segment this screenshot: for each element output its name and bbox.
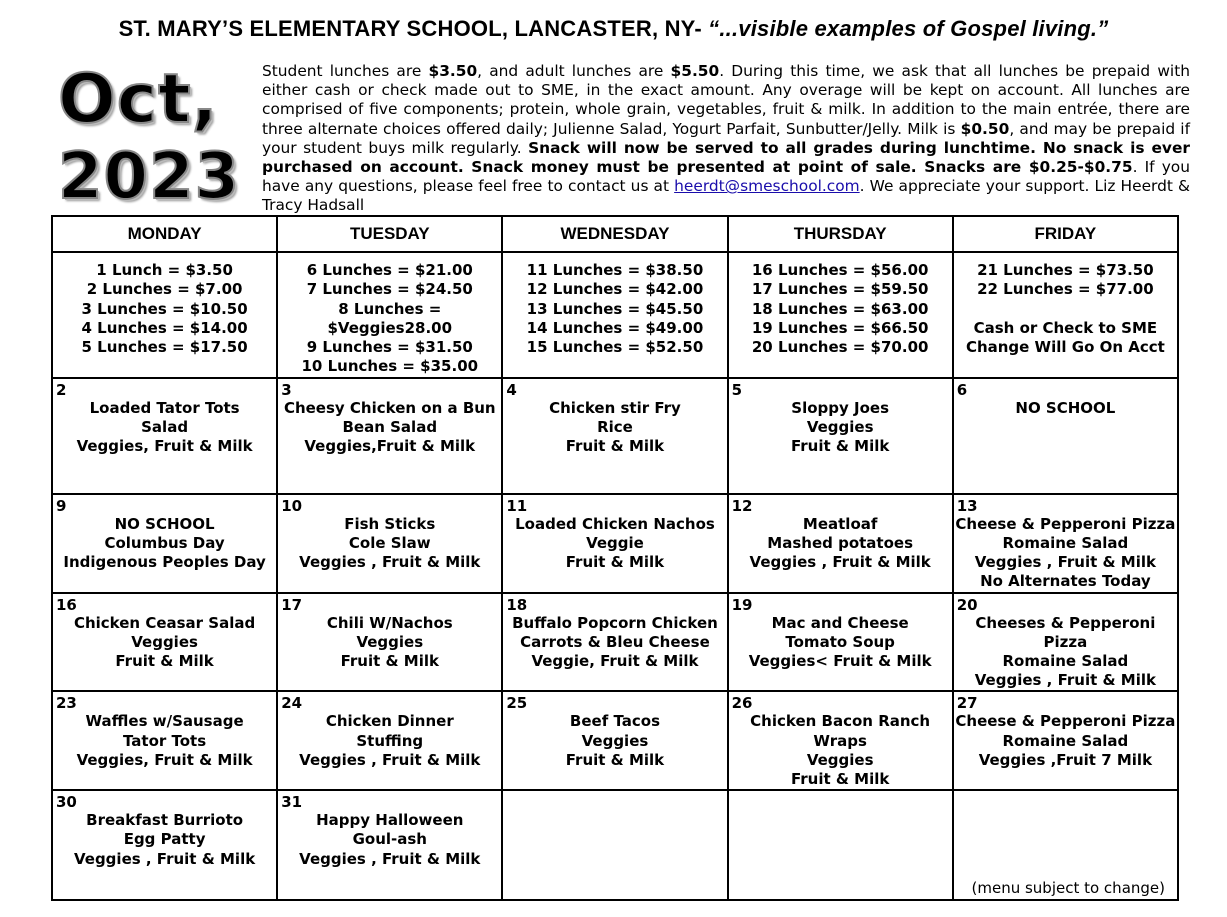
day-cell (277, 378, 502, 494)
menu-line: Veggies< Fruit & Milk (748, 652, 932, 670)
menu-items (278, 495, 501, 573)
menu-line: Columbus Day (104, 533, 225, 552)
menu-items (954, 379, 1177, 418)
week-row (52, 494, 1178, 593)
menu-line: Mac and Cheese (771, 613, 909, 632)
menu-line: Buffalo Popcorn Chicken (512, 613, 718, 632)
day-cell (953, 593, 1178, 692)
snack-notice: Snack will now be served to all grades during lunchtime. No snack is ever purchased on account. Snack money must be presented at point of sale. Snacks are $0.25-$0.75 (262, 138, 1190, 177)
menu-line: Veggies , Fruit & Milk (974, 553, 1156, 572)
week-row (52, 691, 1178, 790)
day-number: 30 (56, 793, 77, 812)
menu-line: Egg Patty (123, 830, 206, 849)
menu-line: Happy Halloween (316, 811, 464, 830)
intro-text: . We appreciate your support. Liz Heerdt & Tracy Hadsall (262, 177, 1190, 215)
menu-line: Loaded Tator Tots (89, 398, 240, 417)
intro-text: Student lunches are (262, 62, 429, 80)
price-line: 7 Lunches = $24.50 (306, 280, 473, 299)
price-line: 22 Lunches = $77.00 (977, 280, 1154, 299)
day-cell (728, 494, 953, 593)
year-heading: 2023 (58, 140, 241, 214)
menu-line: Veggies, Fruit & Milk (76, 437, 253, 456)
menu-line: Veggies (806, 750, 874, 769)
menu-line: Veggies (806, 417, 874, 436)
menu-line: Fruit & Milk (790, 437, 890, 456)
price-cell (953, 252, 1178, 378)
school-name: ST. MARY’S ELEMENTARY SCHOOL, LANCASTER, NY- (118, 16, 709, 41)
price-line: 10 Lunches = $35.00 (301, 357, 479, 376)
intro-text: , and adult lunches are (477, 62, 671, 80)
menu-items (503, 379, 726, 457)
price-cell (728, 252, 953, 378)
price-line (954, 300, 1177, 319)
day-number: 26 (731, 694, 753, 713)
menu-items (503, 791, 726, 811)
menu-line: Fish Sticks (344, 514, 436, 533)
menu-line: Veggies , Fruit & Milk (974, 671, 1156, 690)
weekday-header: WEDNESDAY (502, 216, 727, 252)
price-line: 18 Lunches = $63.00 (751, 299, 929, 318)
menu-items (729, 692, 952, 789)
price-line: Change Will Go On Acct (965, 338, 1165, 357)
menu-items (954, 495, 1177, 592)
menu-items (53, 692, 276, 770)
menu-line: Fruit & Milk (340, 652, 439, 670)
menu-line: Veggie, Fruit & Milk (531, 652, 699, 670)
day-cell (502, 494, 727, 593)
menu-items (53, 791, 276, 869)
menu-line: NO SCHOOL (1015, 398, 1116, 417)
menu-items (954, 791, 1177, 811)
contact-email-link[interactable]: heerdt@smeschool.com (674, 177, 860, 196)
day-cell (502, 593, 727, 692)
adult-price: $5.50 (670, 62, 720, 80)
menu-line: Salad (141, 417, 189, 436)
price-line: 15 Lunches = $52.50 (526, 338, 704, 357)
day-number: 27 (956, 694, 978, 713)
day-cell (728, 691, 953, 790)
day-cell (277, 790, 502, 900)
day-number: 10 (281, 496, 303, 515)
price-line: 12 Lunches = $42.00 (526, 280, 704, 299)
menu-line: Veggies , Fruit & Milk (749, 553, 931, 572)
weekday-header: TUESDAY (277, 216, 502, 252)
milk-price: $0.50 (960, 119, 1010, 138)
day-cell (502, 790, 727, 900)
menu-line: Veggies (581, 731, 649, 750)
menu-items (729, 495, 952, 573)
price-line: 4 Lunches = $14.00 (81, 318, 248, 337)
price-cell (502, 252, 727, 378)
menu-items (503, 594, 726, 672)
menu-items (53, 594, 276, 672)
day-number: 4 (506, 380, 517, 399)
weekday-header-row (52, 216, 1178, 252)
menu-line: Rice (597, 417, 633, 436)
menu-line: Veggies (131, 632, 198, 651)
menu-line: Veggies , Fruit & Milk (299, 750, 481, 769)
menu-line: No Alternates Today (980, 572, 1151, 591)
menu-line: Goul-ash (352, 830, 427, 849)
menu-line: NO SCHOOL (114, 514, 215, 533)
menu-items (729, 594, 952, 672)
menu-line: Veggies, Fruit & Milk (76, 750, 253, 769)
menu-line: Veggies , Fruit & Milk (299, 553, 481, 572)
price-line: 11 Lunches = $38.50 (526, 261, 704, 279)
menu-items (278, 692, 501, 770)
menu-line: Beef Tacos (569, 712, 660, 731)
day-cell (277, 691, 502, 790)
menu-line: Romaine Salad (1002, 533, 1129, 552)
price-row (52, 252, 1178, 378)
price-line: 8 Lunches = $Veggies28.00 (327, 299, 453, 337)
weekday-header: MONDAY (52, 216, 277, 252)
menu-line: Bean Salad (342, 417, 438, 436)
menu-items (729, 379, 952, 457)
day-number: 9 (56, 496, 67, 515)
menu-items (503, 692, 726, 770)
menu-line: Veggie (586, 533, 644, 552)
menu-line: Fruit & Milk (565, 553, 665, 572)
menu-line: Fruit & Milk (565, 750, 665, 769)
price-cell (52, 252, 277, 378)
menu-line: Sloppy Joes (791, 398, 890, 417)
menu-line: Breakfast Burrioto (86, 811, 244, 830)
week-row (52, 790, 1178, 900)
menu-items (278, 379, 501, 457)
menu-items (954, 594, 1177, 691)
menu-line: Stuffing (356, 731, 424, 750)
day-number: 5 (731, 380, 742, 399)
menu-line: Veggies , Fruit & Milk (73, 849, 256, 868)
intro-text: , and may be prepaid if your student buys milk regularly. (262, 119, 1190, 157)
menu-line: Carrots & Bleu Cheese (520, 632, 710, 651)
weekday-header: FRIDAY (953, 216, 1178, 252)
day-number: 20 (956, 595, 978, 614)
price-line: 20 Lunches = $70.00 (751, 338, 929, 357)
price-line: 5 Lunches = $17.50 (81, 338, 248, 357)
price-line: 9 Lunches = $31.50 (306, 338, 473, 357)
day-cell (502, 378, 727, 494)
menu-line: Cheese & Pepperoni Pizza (955, 514, 1176, 533)
menu-line: Indigenous Peoples Day (63, 553, 266, 572)
menu-line: Cheesy Chicken on a Bun (283, 398, 496, 417)
week-row (52, 378, 1178, 494)
day-number: 25 (506, 694, 528, 713)
menu-line: Loaded Chicken Nachos (515, 514, 715, 533)
menu-line: Chicken Ceasar Salad (73, 613, 256, 632)
menu-items (954, 692, 1177, 770)
price-line: Cash or Check to SME (973, 318, 1158, 337)
day-cell (52, 494, 277, 593)
day-cell (728, 790, 953, 900)
menu-line: Romaine Salad (1002, 731, 1129, 750)
day-number: 3 (281, 380, 292, 399)
price-line: 2 Lunches = $7.00 (86, 280, 243, 299)
month-heading: Oct, (58, 60, 219, 139)
menu-line: Tomato Soup (785, 632, 895, 651)
price-line: 14 Lunches = $49.00 (526, 318, 704, 337)
menu-line: Chicken stir Fry (549, 398, 681, 417)
day-number: 6 (956, 380, 968, 399)
menu-line: Cole Slaw (348, 533, 431, 552)
day-cell (277, 494, 502, 593)
day-number: 12 (731, 496, 753, 515)
price-line: 3 Lunches = $10.50 (81, 299, 248, 318)
day-cell (953, 494, 1178, 593)
menu-line: Romaine Salad (1002, 652, 1129, 670)
intro-paragraph (262, 62, 1190, 216)
day-number: 16 (56, 595, 77, 614)
weekday-header: THURSDAY (728, 216, 953, 252)
menu-line: Meatloaf (802, 514, 878, 533)
menu-line: Veggies,Fruit & Milk (304, 437, 476, 456)
price-line: 21 Lunches = $73.50 (977, 261, 1154, 279)
menu-items (278, 791, 501, 869)
day-cell (953, 378, 1178, 494)
day-number: 13 (956, 496, 978, 515)
menu-line: Cheese & Pepperoni Pizza (955, 712, 1176, 731)
price-line: 13 Lunches = $45.50 (526, 299, 704, 318)
day-cell (728, 593, 953, 692)
day-number: 11 (506, 496, 528, 515)
price-line: 16 Lunches = $56.00 (751, 261, 929, 279)
price-line: 17 Lunches = $59.50 (751, 280, 929, 299)
menu-line: Cheeses & Pepperoni Pizza (975, 613, 1156, 651)
intro-text: . If you have any questions, please feel free to contact us at (262, 158, 1190, 196)
menu-line: Mashed potatoes (767, 533, 913, 552)
day-cell (502, 691, 727, 790)
day-number: 17 (281, 595, 303, 614)
menu-line: Chicken Dinner (325, 712, 454, 731)
menu-line: Tator Tots (123, 731, 207, 750)
price-line: 19 Lunches = $66.50 (751, 318, 929, 337)
menu-change-note: (menu subject to change) (971, 879, 1165, 898)
menu-line: Veggies , Fruit & Milk (299, 849, 481, 868)
menu-line: Fruit & Milk (115, 652, 214, 670)
menu-line: Veggies ,Fruit 7 Milk (978, 750, 1153, 769)
menu-line: Fruit & Milk (565, 437, 665, 456)
day-cell (953, 790, 1178, 900)
day-cell (52, 378, 277, 494)
menu-items (53, 379, 276, 457)
student-price: $3.50 (428, 62, 478, 80)
day-cell (52, 790, 277, 900)
day-number: 23 (56, 694, 77, 713)
day-number: 19 (731, 595, 753, 614)
school-motto: “...visible examples of Gospel living.” (708, 16, 1109, 41)
day-cell (953, 691, 1178, 790)
price-cell (277, 252, 502, 378)
day-cell (728, 378, 953, 494)
day-cell (52, 593, 277, 692)
intro-text: . During this time, we ask that all lunches be prepaid with either cash or check made out to SME, in the exact amount. Any overage will be kept on account. All lunches are comprised of five components; protein, whole grain, vegetables, fruit & milk. In addition to the main entrée, there are three alternate choices offered daily; Julienne Salad, Yogurt Parfait, Sunbutter/Jelly. Milk is (262, 62, 1191, 138)
menu-items (53, 495, 276, 573)
day-cell (52, 691, 277, 790)
day-number: 24 (281, 694, 303, 713)
menu-items (729, 791, 952, 811)
week-row (52, 593, 1178, 692)
menu-line: Waffles w/Sausage (85, 712, 244, 731)
menu-line: Fruit & Milk (790, 770, 890, 789)
lunch-calendar (51, 215, 1179, 901)
menu-items (278, 594, 501, 672)
price-line: 6 Lunches = $21.00 (306, 261, 473, 279)
price-line: 1 Lunch = $3.50 (96, 261, 233, 279)
menu-items (503, 495, 726, 573)
page-title (0, 16, 1227, 42)
day-number: 31 (281, 793, 303, 812)
menu-line: Chicken Bacon Ranch Wraps (750, 712, 931, 750)
menu-line: Veggies (356, 632, 424, 651)
day-number: 2 (56, 380, 67, 399)
day-number: 18 (506, 595, 528, 614)
menu-line: Chili W/Nachos (326, 613, 453, 632)
day-cell (277, 593, 502, 692)
